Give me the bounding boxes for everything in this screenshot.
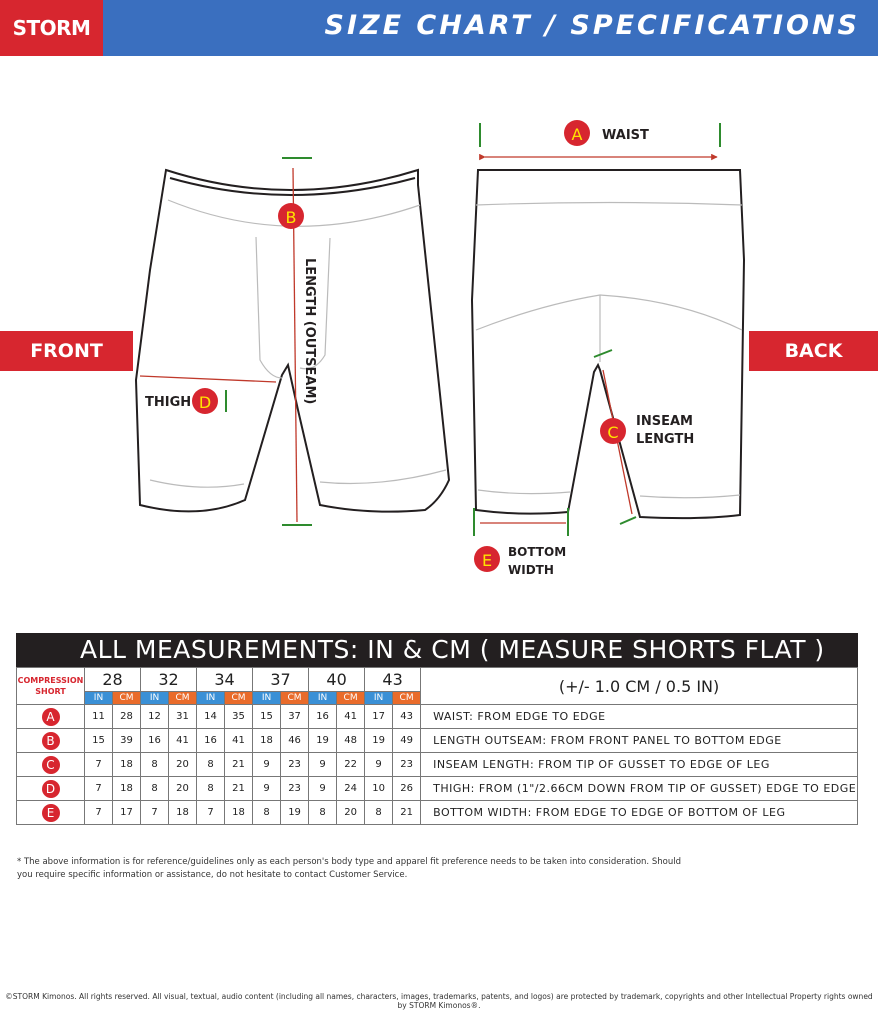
measure-cell: 17 [113,801,141,825]
unit-in: IN [253,692,281,705]
measure-cell: 23 [393,753,421,777]
measure-cell: 16 [197,729,225,753]
measure-cell: 19 [309,729,337,753]
measure-cell: 31 [169,705,197,729]
measure-cell: 43 [393,705,421,729]
measure-cell: 24 [337,777,365,801]
measure-cell: 20 [337,801,365,825]
page-title: SIZE CHART / SPECIFICATIONS [324,10,860,41]
measure-cell: 8 [365,801,393,825]
size-43: 43 [365,668,421,692]
marker-c [600,418,626,444]
measure-cell: 9 [365,753,393,777]
row-letter-cell [17,729,85,753]
row-letter-cell [17,705,85,729]
bottom-width-label-2: WIDTH [508,563,554,577]
measure-cell: 22 [337,753,365,777]
size-header-row [17,668,858,692]
size-table [16,633,858,825]
row-description: INSEAM LENGTH: FROM TIP OF GUSSET TO EDGE OF LEG [421,753,858,777]
table-title: ALL MEASUREMENTS: IN & CM ( MEASURE SHORTS FLAT ) [16,633,858,667]
measure-cell: 8 [197,777,225,801]
marker-d [192,388,218,414]
measure-cell: 20 [169,777,197,801]
measure-cell: 15 [85,729,113,753]
tolerance-note: (+/- 1.0 CM / 0.5 IN) [421,668,858,705]
marker-a [564,120,590,146]
measure-cell: 7 [197,801,225,825]
measure-cell: 7 [85,753,113,777]
unit-in: IN [365,692,393,705]
row-description: BOTTOM WIDTH: FROM EDGE TO EDGE OF BOTTOM OF LEG [421,801,858,825]
measure-cell: 19 [281,801,309,825]
unit-in: IN [141,692,169,705]
measure-cell: 18 [113,777,141,801]
inseam-label-1: INSEAM [636,414,693,429]
unit-in: IN [197,692,225,705]
marker-b-letter: B [285,208,297,227]
unit-cm: CM [337,692,365,705]
product-label: COMPRESSION SHORT [17,668,85,705]
measure-cell: 18 [253,729,281,753]
measure-cell: 18 [225,801,253,825]
unit-cm: CM [225,692,253,705]
measure-cell: 8 [253,801,281,825]
thigh-label: THIGH [145,395,192,410]
measure-cell: 37 [281,705,309,729]
measure-cell: 7 [85,777,113,801]
measure-cell: 17 [365,705,393,729]
measurement-rows [17,705,858,825]
measure-cell: 8 [197,753,225,777]
measure-cell: 11 [85,705,113,729]
measure-cell: 12 [141,705,169,729]
marker-d-letter: D [198,393,212,412]
measure-cell: 46 [281,729,309,753]
copyright-footer: ©STORM Kimonos. All rights reserved. All visual, textual, audio content (including all names, characters, images, trademarks, patents, and logos) are protected by trademark, copyrights and other Intellectual Property rights owned by STORM Kimonos®. [5,992,873,1010]
measure-cell: 10 [365,777,393,801]
unit-cm: CM [169,692,197,705]
length-outseam-label: LENGTH (OUTSEAM) [302,258,317,405]
measure-cell: 15 [253,705,281,729]
measure-cell: 18 [169,801,197,825]
table-row [17,801,858,825]
marker-e [474,546,500,572]
row-description: LENGTH OUTSEAM: FROM FRONT PANEL TO BOTTOM EDGE [421,729,858,753]
row-letter-badge: E [42,804,60,822]
size-28: 28 [85,668,141,692]
bottom-width-label-1: BOTTOM [508,545,567,559]
measure-cell: 23 [281,777,309,801]
measure-cell: 21 [393,801,421,825]
measure-cell: 41 [169,729,197,753]
header-bar [0,0,878,56]
row-letter-badge: D [42,780,60,798]
front-banner: FRONT [0,331,133,371]
row-description: WAIST: FROM EDGE TO EDGE [421,705,858,729]
unit-cm: CM [393,692,421,705]
measure-cell: 41 [225,729,253,753]
measure-cell: 19 [365,729,393,753]
unit-in: IN [85,692,113,705]
marker-a-letter: A [571,125,583,144]
back-banner: BACK [749,331,878,371]
table-row [17,705,858,729]
measure-cell: 20 [169,753,197,777]
measure-cell: 48 [337,729,365,753]
unit-cm: CM [113,692,141,705]
measure-cell: 26 [393,777,421,801]
measure-cell: 21 [225,777,253,801]
marker-b [278,203,304,229]
unit-in: IN [309,692,337,705]
measure-cell: 14 [197,705,225,729]
measure-cell: 8 [141,777,169,801]
row-letter-cell [17,801,85,825]
marker-c-letter: C [607,423,619,442]
measure-cell: 9 [309,777,337,801]
marker-e-letter: E [481,551,493,570]
measure-cell: 7 [141,801,169,825]
back-shorts-outline [472,170,744,518]
measure-cell: 28 [113,705,141,729]
row-letter-badge: B [42,732,60,750]
storm-logo: STORM [0,0,103,56]
measure-cell: 39 [113,729,141,753]
table-row [17,777,858,801]
measure-cell: 41 [337,705,365,729]
measure-cell: 8 [141,753,169,777]
measure-cell: 35 [225,705,253,729]
measure-cell: 18 [113,753,141,777]
size-37: 37 [253,668,309,692]
measure-cell: 16 [141,729,169,753]
measure-cell: 9 [309,753,337,777]
size-grid [16,667,858,825]
measure-cell: 9 [253,753,281,777]
table-row [17,729,858,753]
row-description: THIGH: FROM (1"/2.66CM DOWN FROM TIP OF GUSSET) EDGE TO EDGE [421,777,858,801]
waist-label: WAIST [602,128,649,143]
measure-cell: 8 [309,801,337,825]
measure-cell: 23 [281,753,309,777]
size-34: 34 [197,668,253,692]
row-letter-cell [17,753,85,777]
table-row [17,753,858,777]
row-letter-badge: A [42,708,60,726]
measure-cell: 16 [309,705,337,729]
row-letter-badge: C [42,756,60,774]
front-shorts-seams [150,200,446,487]
measure-lines [140,157,717,523]
row-letter-cell [17,777,85,801]
disclaimer-text: * The above information is for reference/guidelines only as each person's body type and apparel fit preference needs to be taken into consideration. Should you require specific information or assistance, do not hesitate to contact Customer Service. [17,857,681,880]
measure-cell: 21 [225,753,253,777]
measure-cell: 49 [393,729,421,753]
measure-cell: 9 [253,777,281,801]
size-40: 40 [309,668,365,692]
inseam-label-2: LENGTH [636,432,695,447]
size-32: 32 [141,668,197,692]
unit-cm: CM [281,692,309,705]
measure-cell: 7 [85,801,113,825]
